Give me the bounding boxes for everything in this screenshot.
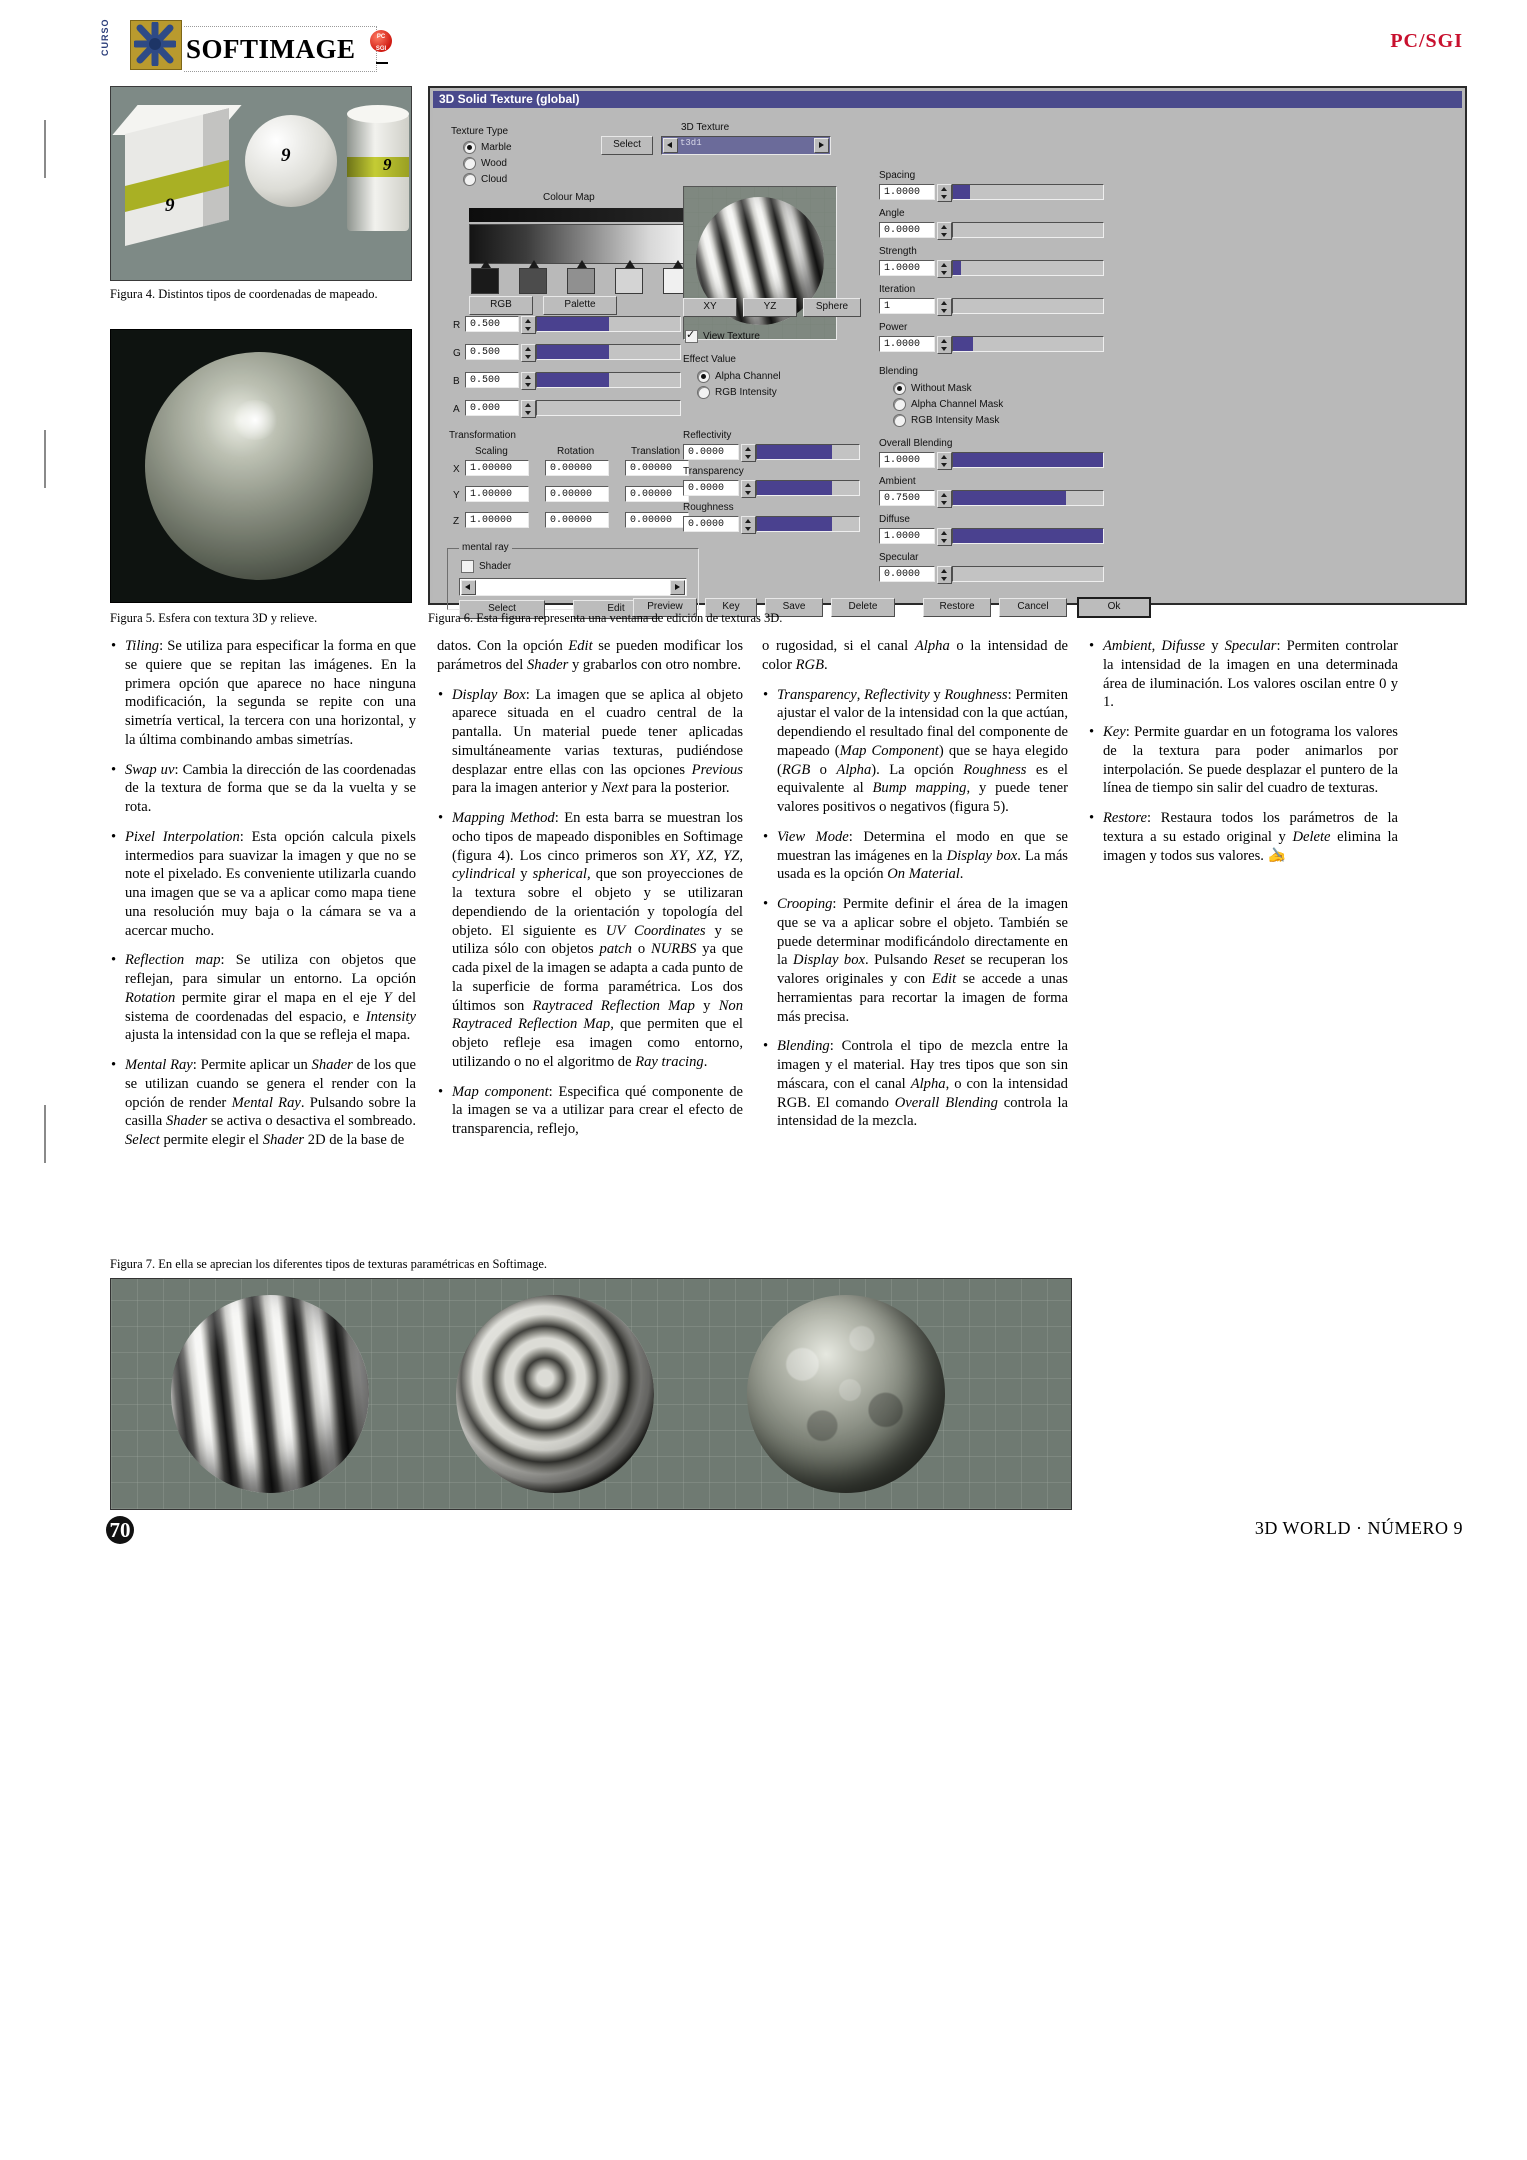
transform-y-scaling[interactable]: 1.00000: [465, 486, 529, 502]
colour-stop-marker[interactable]: [529, 260, 539, 268]
transform-col-translation: Translation: [631, 446, 681, 457]
transparency-spinner[interactable]: [741, 480, 756, 498]
radio-wood[interactable]: [463, 157, 476, 170]
paragraph: • Mental Ray: Permite aplicar un Shader de los que se utilizan cuando se genera el render con la opción de render Mental Ray. Pulsando sobre la casilla Shader se activa o desactiva el sombreado. Select permite elegir el Shader 2D de la base de: [110, 1056, 416, 1150]
colour-swatch[interactable]: [471, 268, 499, 294]
textured-sphere: [145, 352, 373, 580]
view-texture-checkbox[interactable]: [685, 330, 698, 343]
radio-cloud[interactable]: [463, 173, 476, 186]
transform-z-translation[interactable]: 0.00000: [625, 512, 689, 528]
shader-edit-button[interactable]: Edit: [573, 600, 659, 619]
channel-spinner-a[interactable]: [521, 400, 536, 418]
spacing-track[interactable]: [952, 184, 1104, 200]
ambient-value[interactable]: 0.7500: [879, 490, 935, 506]
reflectivity-spinner[interactable]: [741, 444, 756, 462]
palette-button[interactable]: Palette: [543, 296, 617, 315]
spacing-spinner[interactable]: [937, 184, 952, 202]
figure-7-caption: Figura 7. En ella se aprecian los diferentes tipos de texturas paramétricas en Softimage.: [110, 1257, 547, 1271]
angle-value[interactable]: 0.0000: [879, 222, 935, 238]
paragraph: • Swap uv: Cambia la dirección de las coordenadas de la textura de forma que se da la vuelta y se rota.: [110, 761, 416, 817]
paragraph: • Transparency, Reflectivity y Roughness: Permiten ajustar el valor de la intensidad con la que actúan, dependiendo el resultado final del componente de mapeado (Map Component) que se haya elegido (RGB o Alpha). La opción Roughness es el equivalente al Bump mapping, y puede tener valores positivos o negativos (figura 5).: [762, 686, 1068, 817]
margin-rule-mid: [44, 430, 46, 488]
radio-alpha-channel-mask-label: Alpha Channel Mask: [911, 399, 1004, 410]
channel-label-b: B: [453, 376, 460, 387]
angle-spinner[interactable]: [937, 222, 952, 240]
transparency-label: Transparency: [683, 466, 744, 477]
power-value[interactable]: 1.0000: [879, 336, 935, 352]
spacing-fill: [953, 185, 970, 199]
page-header: [0, 0, 1527, 78]
radio-alpha-channel-label: Alpha Channel: [715, 371, 781, 382]
projection-sphere-button[interactable]: Sphere: [803, 298, 861, 317]
ambient-spinner[interactable]: [937, 490, 952, 508]
channel-label-g: G: [453, 348, 461, 359]
radio-marble-label: Marble: [481, 142, 512, 153]
colour-stop-marker[interactable]: [577, 260, 587, 268]
channel-spinner-b[interactable]: [521, 372, 536, 390]
diffuse-fill: [953, 529, 1103, 543]
transform-y-rotation[interactable]: 0.00000: [545, 486, 609, 502]
projection-xy-button[interactable]: XY: [683, 298, 737, 317]
ambient-track[interactable]: [952, 490, 1104, 506]
specular-value[interactable]: 0.0000: [879, 566, 935, 582]
texture-editor-window: [428, 86, 1467, 614]
transform-col-scaling: Scaling: [475, 446, 508, 457]
paragraph: • Crooping: Permite definir el área de la imagen que se va a aplicar sobre el objeto. También se puede determinar modificándolo directamente en la Display box. Pulsando Reset se recuperan los valores originales y con Edit se accede a unas herramientas para recortar la imagen de forma más precisa.: [762, 895, 1068, 1026]
page-number-badge: 70: [106, 1516, 134, 1544]
angle-label: Angle: [879, 208, 905, 219]
colour-stop-marker[interactable]: [673, 260, 683, 268]
specular-track[interactable]: [952, 566, 1104, 582]
badge-line-1: PC: [376, 34, 386, 40]
paragraph: • View Mode: Determina el modo en que se muestran las imágenes en la Display box. La más usada es la opción On Material.: [762, 828, 1068, 884]
transform-z-rotation[interactable]: 0.00000: [545, 512, 609, 528]
colour-stop-marker[interactable]: [481, 260, 491, 268]
power-fill: [953, 337, 973, 351]
text-column-4: [1088, 637, 1398, 876]
paragraph: • Tiling: Se utiliza para especificar la forma en que se quiere que se repitan las imágenes. En la primera opción que aparece no hace ninguna modificación, la segunda se repite con una simetría vertical, la tercera con una horizontal, y la última combinando ambas simetrías.: [110, 637, 416, 750]
window-title: 3D Solid Texture (global): [439, 92, 580, 106]
transform-y-translation[interactable]: 0.00000: [625, 486, 689, 502]
colour-swatch[interactable]: [519, 268, 547, 294]
radio-without-mask-label: Without Mask: [911, 383, 972, 394]
radio-rgb-intensity-mask-label: RGB Intensity Mask: [911, 415, 1000, 426]
reflectivity-track[interactable]: [756, 444, 860, 460]
power-track[interactable]: [952, 336, 1104, 352]
transform-x-scaling[interactable]: 1.00000: [465, 460, 529, 476]
figure-4-image: [110, 86, 412, 281]
combo-right-arrow[interactable]: [814, 138, 829, 153]
figure-6-caption: Figura 6. Esta figura representa una ventana de edición de texturas 3D.: [428, 611, 783, 625]
paragraph: • Pixel Interpolation: Esta opción calcula pixels intermedios para suavizar la imagen y que no se note el pixelado. Es conveniente utilizarla cuando una imagen que se va a aplicar como mapa tiene una resolución muy baja o la cámara se va a acercar mucho.: [110, 828, 416, 941]
channel-label-a: A: [453, 404, 460, 415]
transparency-fill: [757, 481, 832, 495]
paragraph: datos. Con la opción Edit se pueden modificar los parámetros del Shader y grabarlos con otro nombre.: [437, 638, 743, 673]
shader-checkbox[interactable]: [461, 560, 474, 573]
channel-track-b[interactable]: [536, 372, 681, 388]
figure-5-caption: Figura 5. Esfera con textura 3D y relieve.: [110, 611, 318, 625]
transform-col-rotation: Rotation: [557, 446, 595, 457]
roughness-value[interactable]: 0.0000: [683, 516, 739, 532]
mental-ray-label: mental ray: [459, 542, 512, 553]
radio-rgb-intensity-mask[interactable]: [893, 414, 906, 427]
power-spinner[interactable]: [937, 336, 952, 354]
radio-cloud-label: Cloud: [481, 174, 508, 185]
roughness-fill: [757, 517, 832, 531]
transform-row-axis-x: X: [453, 464, 460, 475]
channel-track-g[interactable]: [536, 344, 681, 360]
texture-type-label: Texture Type: [451, 126, 509, 137]
margin-rule-top: [44, 120, 46, 178]
reflectivity-fill: [757, 445, 832, 459]
overall-blending-label: Overall Blending: [879, 438, 953, 449]
restore-button[interactable]: Restore: [923, 598, 991, 617]
spacing-label: Spacing: [879, 170, 916, 181]
texture-3d-label: 3D Texture: [681, 122, 730, 133]
paragraph: • Key: Permite guardar en un fotograma los valores de la textura para poder animarlos por interpolación. Se puede desplazar el puntero de la línea de tiempo sin salir del cuadro de texturas.: [1088, 723, 1398, 798]
reflectivity-value[interactable]: 0.0000: [683, 444, 739, 460]
strength-value[interactable]: 1.0000: [879, 260, 935, 276]
logo-wordmark: SOFTIMAGE: [186, 34, 356, 64]
transform-row-axis-y: Y: [453, 490, 460, 501]
ok-button[interactable]: Ok: [1077, 597, 1151, 618]
shader-listbox[interactable]: [459, 578, 687, 596]
channel-fill-r: [537, 317, 609, 331]
figure-7-image: [110, 1278, 1072, 1510]
shader-list-left-arrow[interactable]: [461, 580, 476, 595]
cylinder-top-face: [347, 105, 409, 123]
specular-label: Specular: [879, 552, 919, 563]
radio-rgb-intensity-label: RGB Intensity: [715, 387, 777, 398]
margin-rule-bottom: [44, 1105, 46, 1163]
text-column-2: [437, 637, 743, 1150]
paragraph: • Display Box: La imagen que se aplica al objeto aparece situada en el cuadro central de la pantalla. Un material puede tener aplicadas simultáneamente varias texturas, pudiéndose desplazar entre ellas con las opciones Previous para la imagen anterior y Next para la posterior.: [437, 686, 743, 799]
page-number: [106, 1510, 134, 1548]
texture-3d-combo[interactable]: [661, 136, 831, 155]
colour-swatch[interactable]: [567, 268, 595, 294]
transform-z-scaling[interactable]: 1.00000: [465, 512, 529, 528]
specular-highlight: [231, 400, 279, 440]
cylinder-number-label: 9: [383, 155, 392, 174]
paragraph: • Reflection map: Se utiliza con objetos que reflejan, para simular un entorno. La opción Rotation permite girar el mapa en el eje Y del sistema de coordenadas del espacio, e Intensity ajusta la intensidad con la que se refleja el mapa.: [110, 951, 416, 1045]
diffuse-spinner[interactable]: [937, 528, 952, 546]
shader-list-right-arrow[interactable]: [670, 580, 685, 595]
transform-x-rotation[interactable]: 0.00000: [545, 460, 609, 476]
wood-texture-sphere: [456, 1295, 654, 1493]
diffuse-track[interactable]: [952, 528, 1104, 544]
delete-button[interactable]: Delete: [831, 598, 895, 617]
shader-checkbox-label: Shader: [479, 561, 512, 572]
paragraph: • Blending: Controla el tipo de mezcla entre la imagen y el material. Hay tres tipos que son sin máscara, con el canal Alpha, o con la intensidad RGB. El comando Overall Blending controla la intensidad de la mezcla.: [762, 1037, 1068, 1131]
projection-yz-button[interactable]: YZ: [743, 298, 797, 317]
roughness-label: Roughness: [683, 502, 734, 513]
logo-dash: [376, 62, 388, 64]
paragraph: • Ambient, Difusse y Specular: Permiten controlar la intensidad de la imagen en una determinada área de iluminación. Los valores oscilan entre 0 y 1.: [1088, 637, 1398, 712]
window-titlebar[interactable]: [433, 91, 1462, 108]
cloud-texture-sphere: [747, 1295, 945, 1493]
spacing-value[interactable]: 1.0000: [879, 184, 935, 200]
radio-without-mask[interactable]: [893, 382, 906, 395]
texture-3d-value: t3d1: [680, 138, 702, 148]
view-texture-label: View Texture: [703, 331, 760, 342]
cloud-mottling: [747, 1295, 945, 1493]
radio-marble[interactable]: [463, 141, 476, 154]
iteration-value[interactable]: 1: [879, 298, 935, 314]
channel-fill-g: [537, 345, 609, 359]
effect-value-label: Effect Value: [683, 354, 736, 365]
colour-stop-marker[interactable]: [625, 260, 635, 268]
pc-sgi-badge-icon: [370, 30, 392, 52]
transform-row-axis-z: Z: [453, 516, 460, 527]
colour-swatch[interactable]: [615, 268, 643, 294]
strength-spinner[interactable]: [937, 260, 952, 278]
overall-blending-fill: [953, 453, 1103, 467]
header-platform-label: PC/SGI: [1390, 30, 1463, 52]
transparency-value[interactable]: 0.0000: [683, 480, 739, 496]
combo-left-arrow[interactable]: [663, 138, 678, 153]
radio-wood-label: Wood: [481, 158, 507, 169]
ambient-label: Ambient: [879, 476, 916, 487]
channel-spinner-r[interactable]: [521, 316, 536, 334]
radio-rgb-intensity[interactable]: [697, 386, 710, 399]
overall-blending-spinner[interactable]: [937, 452, 952, 470]
blending-label: Blending: [879, 366, 918, 377]
save-button[interactable]: Save: [765, 598, 823, 617]
diffuse-label: Diffuse: [879, 514, 910, 525]
angle-track[interactable]: [952, 222, 1104, 238]
text-column-3: [762, 637, 1068, 1142]
channel-value-b[interactable]: 0.500: [465, 372, 519, 388]
select-texture-button[interactable]: Select: [601, 136, 653, 155]
iteration-spinner[interactable]: [937, 298, 952, 316]
strength-fill: [953, 261, 961, 275]
power-label: Power: [879, 322, 908, 333]
transformation-label: Transformation: [449, 430, 516, 441]
figure-4-caption: Figura 4. Distintos tipos de coordenadas de mapeado.: [110, 287, 378, 301]
diffuse-value[interactable]: 1.0000: [879, 528, 935, 544]
overall-blending-value[interactable]: 1.0000: [879, 452, 935, 468]
rgb-button[interactable]: RGB: [469, 296, 533, 315]
cylinder-texture-band: [347, 157, 409, 177]
softimage-logo: [100, 14, 408, 70]
channel-track-a[interactable]: [536, 400, 681, 416]
badge-line-2: SGI: [375, 46, 387, 52]
footer-magazine: 3D WORLD · NÚMERO 9: [1254, 1518, 1463, 1538]
strength-label: Strength: [879, 246, 917, 257]
channel-label-r: R: [453, 320, 461, 331]
cube-number-label: 9: [165, 195, 175, 216]
transform-x-translation[interactable]: 0.00000: [625, 460, 689, 476]
roughness-spinner[interactable]: [741, 516, 756, 534]
shader-select-button[interactable]: Select: [459, 600, 545, 619]
channel-value-a[interactable]: 0.000: [465, 400, 519, 416]
paragraph: • Restore: Restaura todos los parámetros de la textura a su estado original y Delete elimina la imagen y todos sus valores. ✍: [1088, 809, 1398, 865]
figure-5-image: [110, 329, 412, 603]
paragraph: • Mapping Method: En esta barra se muestran los ocho tipos de mapeado disponibles en Softimage (figura 4). Los cinco primeros son XY, XZ, YZ, cylindrical y spherical, que son proyecciones de la textura sobre el objeto y se utilizaran dependiendo de la orientación y topología del objeto. El siguiente es UV Coordinates y se utiliza sólo con objetos patch o NURBS ya que cada pixel de la imagen se adapta a cada punto de la superficie de forma paramétrica. Los dos últimos son Raytraced Reflection Map y Non Raytraced Reflection Map, que permiten que el objeto refleje esa imagen como entorno, utilizando o no el algoritmo de Ray tracing.: [437, 809, 743, 1072]
reflectivity-label: Reflectivity: [683, 430, 732, 441]
marble-texture-sphere: [171, 1295, 369, 1493]
colour-map-label: Colour Map: [543, 192, 595, 203]
paragraph: • Map component: Especifica qué componente de la imagen se va a utilizar para crear el efecto de transparencia, reflejo,: [437, 1083, 743, 1139]
logo-curso-text: CURSO: [100, 18, 110, 56]
ambient-fill: [953, 491, 1066, 505]
radio-alpha-channel-mask[interactable]: [893, 398, 906, 411]
iteration-track[interactable]: [952, 298, 1104, 314]
iteration-label: Iteration: [879, 284, 916, 295]
cancel-button[interactable]: Cancel: [999, 598, 1067, 617]
channel-value-r[interactable]: 0.500: [465, 316, 519, 332]
channel-spinner-g[interactable]: [521, 344, 536, 362]
sphere-number-label: 9: [281, 145, 291, 166]
overall-blending-track[interactable]: [952, 452, 1104, 468]
transparency-track[interactable]: [756, 480, 860, 496]
text-column-1: [110, 637, 416, 1161]
paragraph: o rugosidad, si el canal Alpha o la intensidad de color RGB.: [762, 638, 1068, 673]
specular-spinner[interactable]: [937, 566, 952, 584]
radio-alpha-channel[interactable]: [697, 370, 710, 383]
channel-value-g[interactable]: 0.500: [465, 344, 519, 360]
channel-track-r[interactable]: [536, 316, 681, 332]
dialog-body: [433, 108, 1462, 614]
channel-fill-b: [537, 373, 609, 387]
key-button[interactable]: Key: [705, 598, 757, 617]
strength-track[interactable]: [952, 260, 1104, 276]
roughness-track[interactable]: [756, 516, 860, 532]
preview-button[interactable]: Preview: [633, 598, 697, 617]
